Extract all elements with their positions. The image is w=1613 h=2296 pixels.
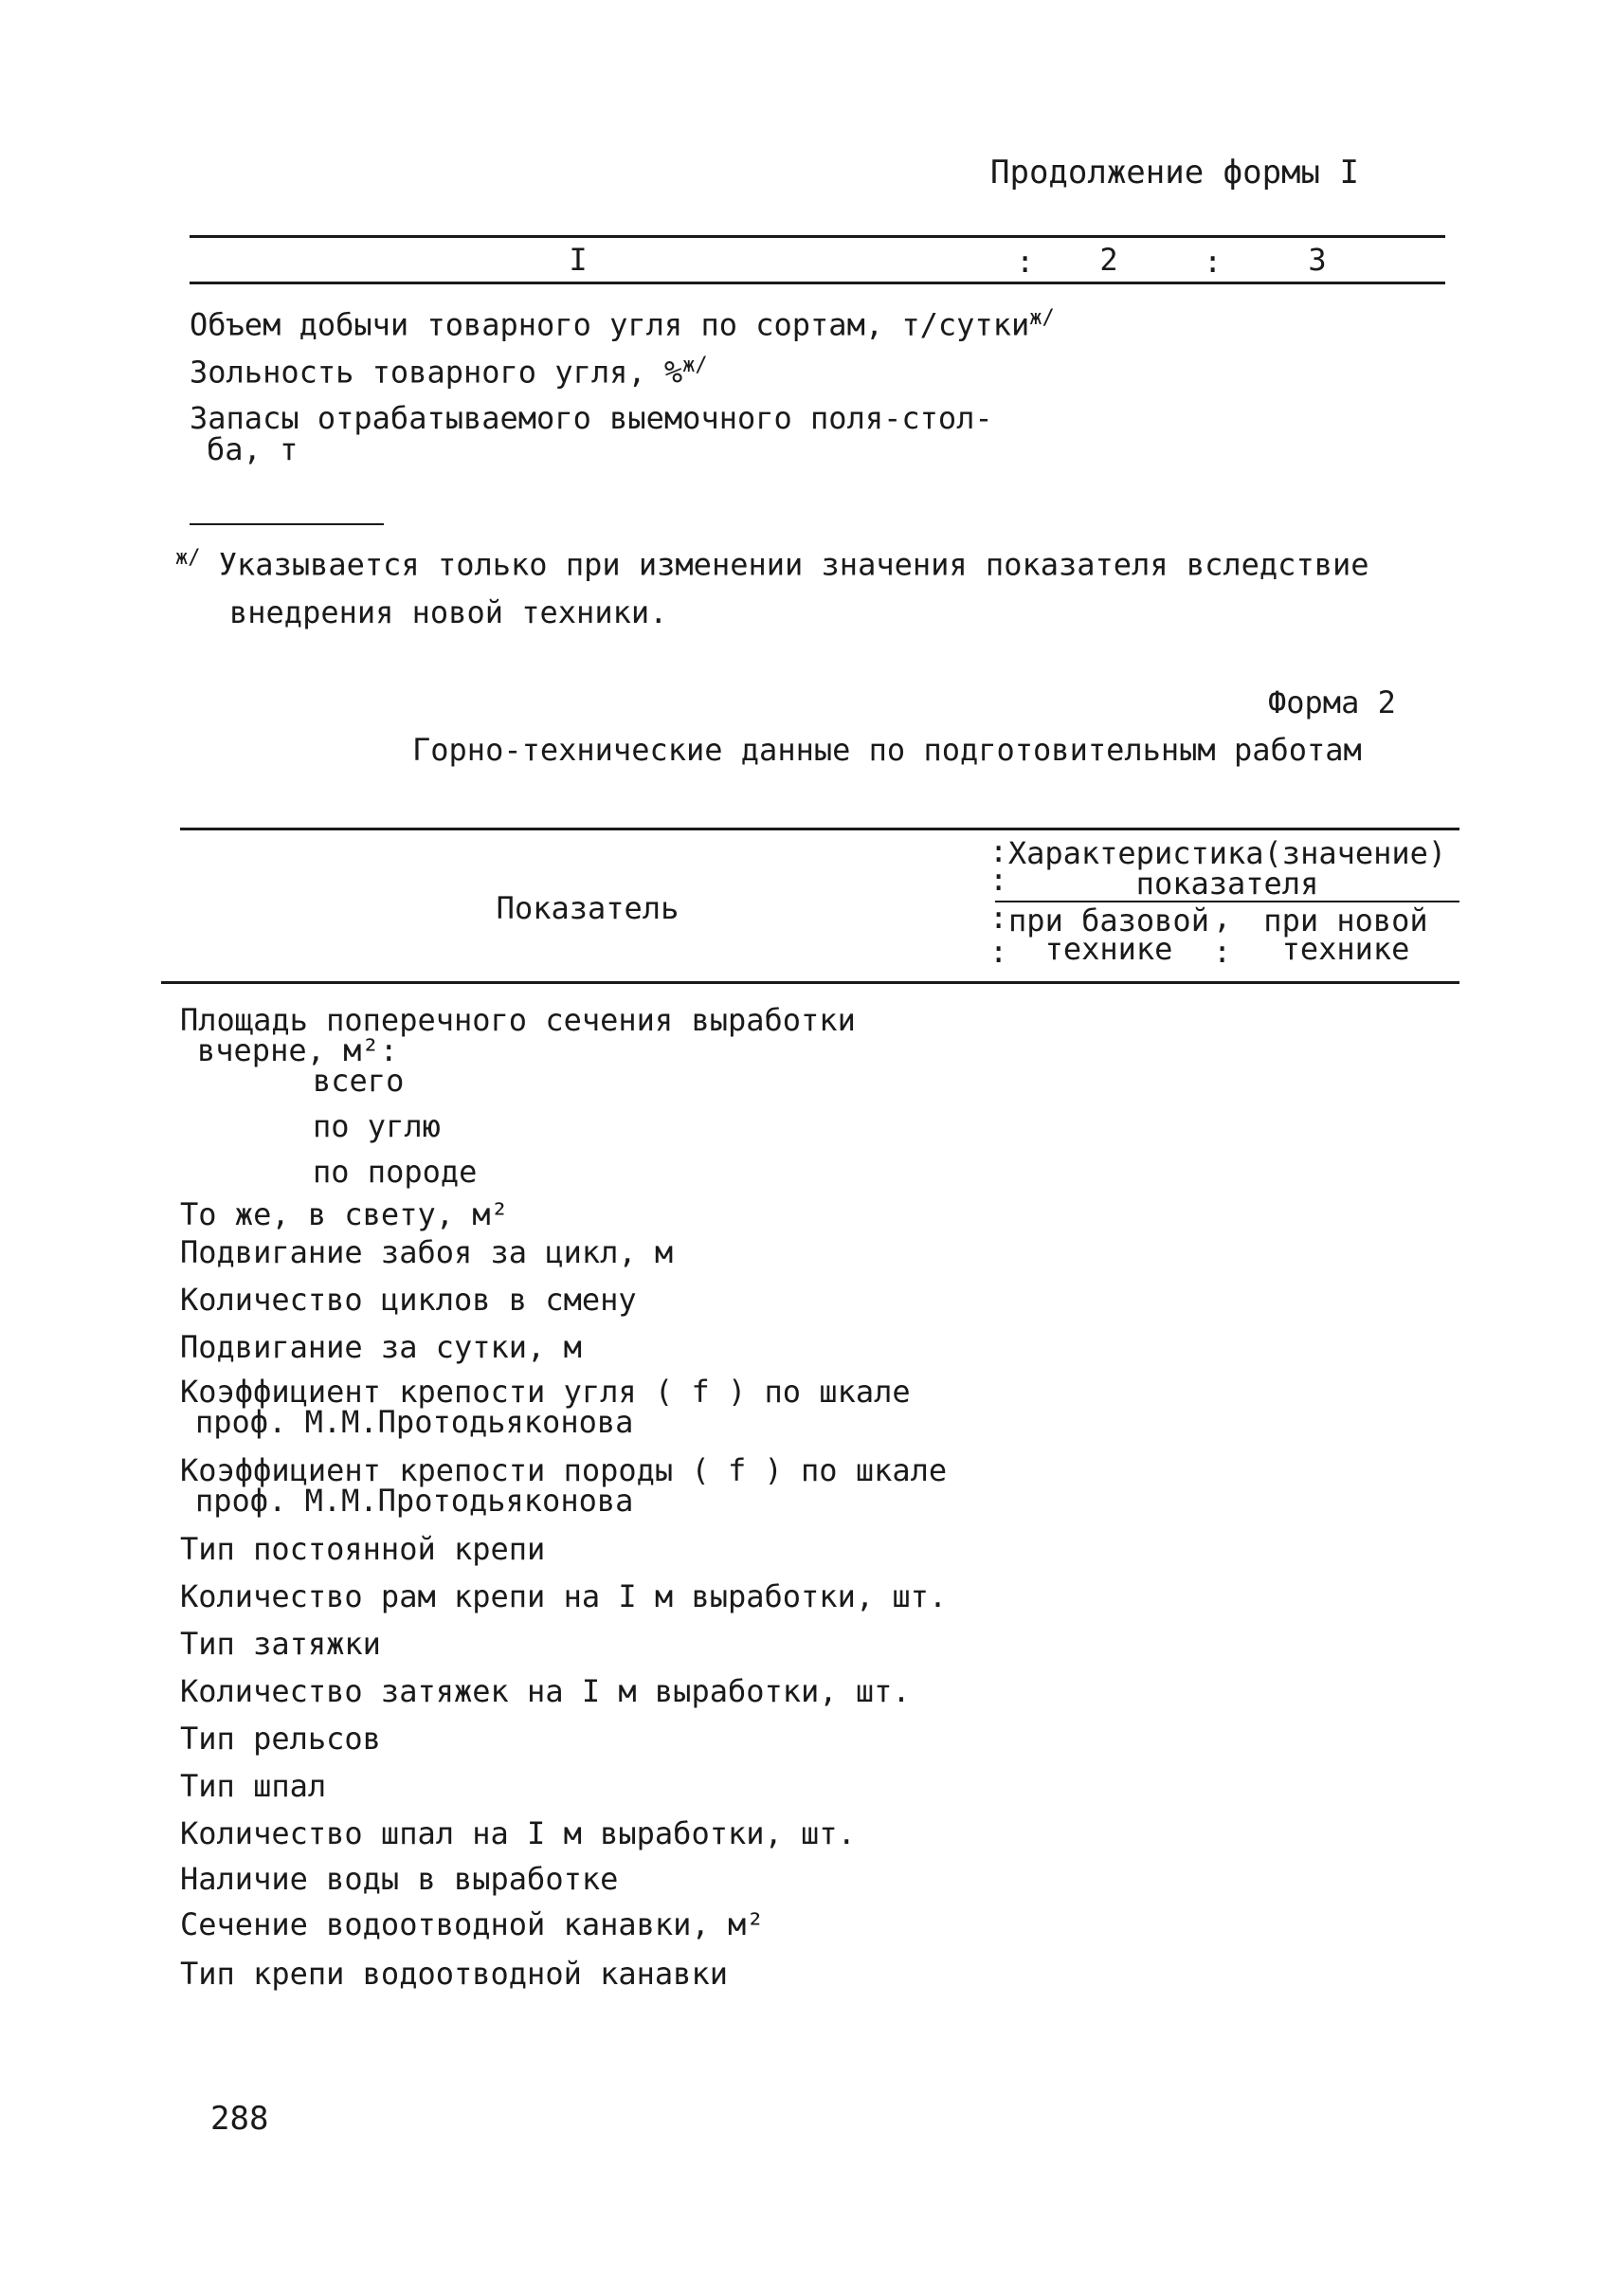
- header-separator: :: [1213, 934, 1232, 970]
- row-drain-support-type: Тип крепи водоотводной канавки: [180, 1956, 728, 1992]
- row-cross-section: Площадь поперечного сечения выработки: [180, 1002, 856, 1038]
- form1-row-reserves-cont: ба, т: [207, 431, 299, 467]
- header-separator: :: [989, 833, 1008, 869]
- row-cross-section-cont: вчерне, м²:: [197, 1032, 398, 1068]
- row-coal: по углю: [313, 1108, 441, 1144]
- row-clear-section: То же, в свету, м²: [180, 1196, 509, 1232]
- form1-row-ash: Зольность товарного угля, %$^{ж/}$: [190, 354, 708, 391]
- row-advance-per-day: Подвигание за сутки, м: [180, 1329, 582, 1365]
- form1-col-separator: :: [1204, 244, 1223, 280]
- header-new-technique: при новой: [1263, 902, 1428, 938]
- row-sleeper-type: Тип шпал: [180, 1768, 327, 1804]
- footnote-cont: внедрения новой техники.: [229, 594, 668, 630]
- footnote-mark: ж/: [682, 354, 708, 377]
- header-base-technique: при базовой: [1008, 902, 1209, 938]
- header-characteristic-cont: показателя: [1135, 866, 1319, 902]
- row-rock-hardness-cont: проф. М.М.Протодьяконова: [195, 1483, 634, 1519]
- row-rail-type: Тип рельсов: [180, 1721, 381, 1757]
- row-lagging-per-meter: Количество затяжек на I м выработки, шт.: [180, 1673, 911, 1709]
- header-base-technique-cont: технике: [1044, 931, 1173, 967]
- row-support-type: Тип постоянной крепи: [180, 1531, 546, 1567]
- form2-title: Горно-технические данные по подготовительным работам: [412, 732, 1362, 768]
- row-frames-per-meter: Количество рам крепи на I м выработки, шт.: [180, 1578, 948, 1614]
- header-new-technique-cont: технике: [1281, 931, 1410, 967]
- row-cycles-per-shift: Количество циклов в смену: [180, 1282, 637, 1318]
- row-drain-section: Сечение водоотводной канавки, м²: [180, 1906, 765, 1942]
- form1-row-output: Объем добычи товарного угля по сортам, т/сутки$^{ж/}$: [190, 306, 1055, 343]
- footnote-rule: [190, 523, 384, 525]
- footnote: $^{ж/}$ Указывается только при изменении значения показателя вследствие: [175, 546, 1369, 583]
- form1-row-reserves: Запасы отрабатываемого выемочного поля-стол-: [190, 400, 993, 436]
- form1-col-header-1: I: [569, 242, 588, 278]
- row-lagging-type: Тип затяжки: [180, 1626, 381, 1662]
- row-rock: по породе: [313, 1154, 478, 1190]
- row-total: всего: [313, 1063, 405, 1099]
- form1-col-header-3: 3: [1308, 242, 1327, 278]
- row-sleepers-per-meter: Количество шпал на I м выработки, шт.: [180, 1815, 856, 1851]
- row-rock-hardness: Коэффициент крепости породы ( f ) по шкале: [180, 1452, 948, 1488]
- form1-header-rule: [190, 282, 1445, 284]
- row-coal-hardness-cont: проф. М.М.Протодьяконова: [195, 1404, 634, 1440]
- form1-top-rule: [190, 235, 1445, 238]
- continuation-label: Продолжение формы I: [990, 154, 1359, 191]
- form1-col-separator: :: [1016, 244, 1035, 280]
- row-water-presence: Наличие воды в выработке: [180, 1861, 619, 1897]
- header-characteristic: Характеристика(значение): [1007, 835, 1447, 871]
- footnote-mark: ж/: [175, 546, 201, 570]
- footnote-mark: ж/: [1029, 306, 1055, 330]
- header-separator: ,: [1213, 900, 1232, 936]
- form2-top-rule: [180, 828, 1459, 830]
- form1-col-header-2: 2: [1099, 242, 1118, 278]
- header-separator: :: [989, 934, 1008, 970]
- header-separator: :: [989, 862, 1008, 898]
- row-coal-hardness: Коэффициент крепости угля ( f ) по шкале: [180, 1374, 911, 1410]
- header-indicator: Показатель: [496, 890, 680, 926]
- page-number: 288: [210, 2100, 269, 2138]
- header-separator: :: [989, 900, 1008, 936]
- form2-header-rule: [161, 981, 1459, 984]
- row-advance-per-cycle: Подвигание забоя за цикл, м: [180, 1234, 674, 1270]
- form2-label: Форма 2: [1268, 684, 1396, 720]
